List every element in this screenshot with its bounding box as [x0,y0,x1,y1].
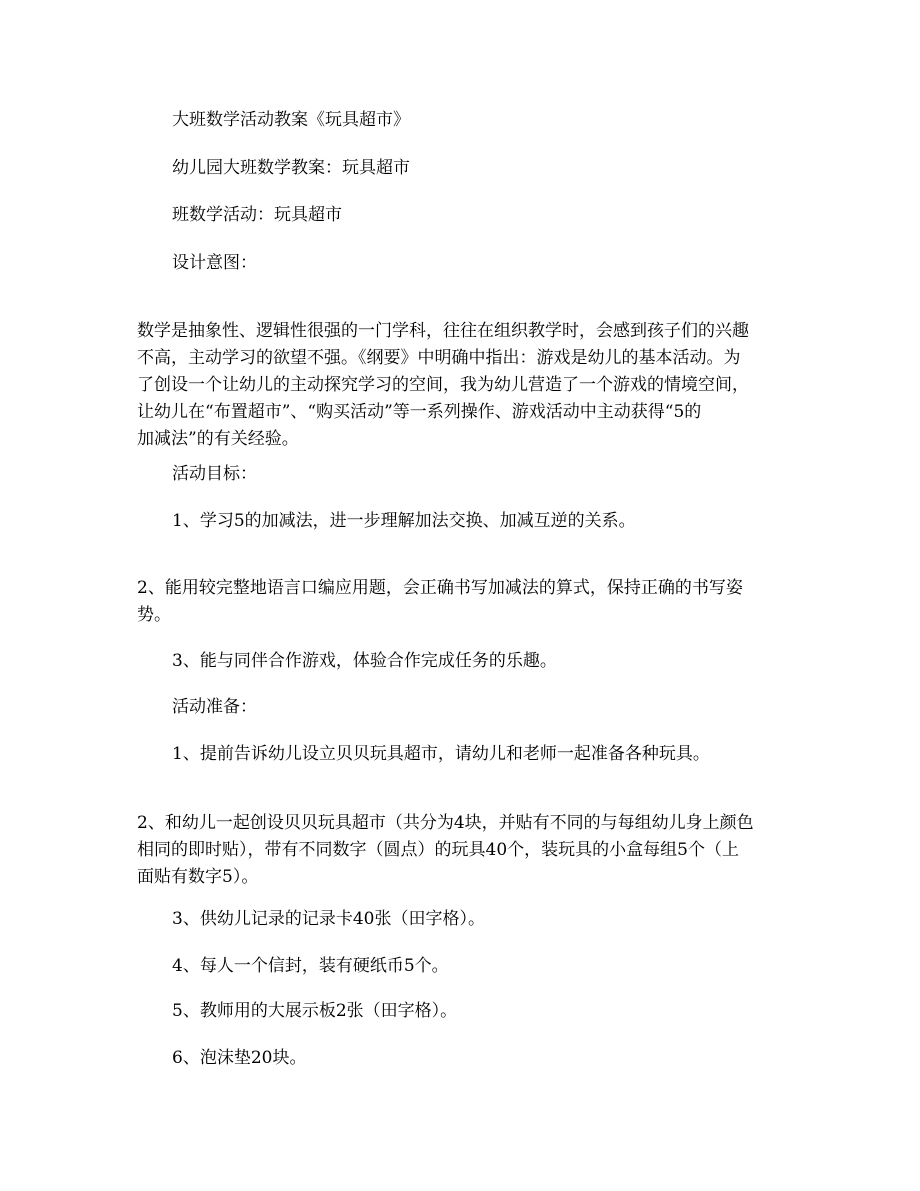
goal-item-2-line: 势。 [137,605,171,625]
document-title: 大班数学活动教案《玩具超市》 [172,110,410,130]
prep-item-3: 3、供幼儿记录的记录卡40张（田字格）。 [172,909,485,929]
design-line: 加减法”的有关经验。 [137,429,299,449]
goal-item-1: 1、学习5的加减法，进一步理解加法交换、加减互逆的关系。 [172,511,636,531]
goals-heading: 活动目标： [172,464,257,484]
prep-item-2-line: 2、和幼儿一起创设贝贝玩具超市（共分为4块，并贴有不同的与每组幼儿身上颜色 [137,813,754,833]
prep-item-5: 5、教师用的大展示板2张（田字格）。 [172,1001,458,1021]
prep-item-1: 1、提前告诉幼儿设立贝贝玩具超市，请幼儿和老师一起准备各种玩具。 [172,744,710,764]
prep-heading: 活动准备： [172,697,257,717]
design-line: 让幼儿在“布置超市”、“购买活动”等一系列操作、游戏活动中主动获得“5的 [137,402,702,422]
design-heading: 设计意图： [172,253,257,273]
design-line: 不高，主动学习的欲望不强。《纲要》中明确中指出：游戏是幼儿的基本活动。为 [137,348,741,368]
document-subtitle: 幼儿园大班数学教案：玩具超市 [172,158,410,178]
prep-item-2-line: 面贴有数字5）。 [137,867,259,887]
design-line: 数学是抽象性、逻辑性很强的一门学科，往往在组织教学时，会感到孩子们的兴趣 [137,321,749,341]
goal-item-3: 3、能与同伴合作游戏，体验合作完成任务的乐趣。 [172,651,557,671]
activity-name: 班数学活动：玩具超市 [172,205,342,225]
prep-item-6: 6、泡沫垫20块。 [172,1048,307,1068]
prep-item-4: 4、每人一个信封，装有硬纸币5个。 [172,956,449,976]
design-line: 了创设一个让幼儿的主动探究学习的空间，我为幼儿营造了一个游戏的情境空间， [137,375,749,395]
prep-item-2-line: 相同的即时贴），带有不同数字（圆点）的玩具40个，装玩具的小盒每组5个（上 [137,840,739,860]
goal-item-2-line: 2、能用较完整地语言口编应用题，会正确书写加减法的算式，保持正确的书写姿 [137,578,743,598]
